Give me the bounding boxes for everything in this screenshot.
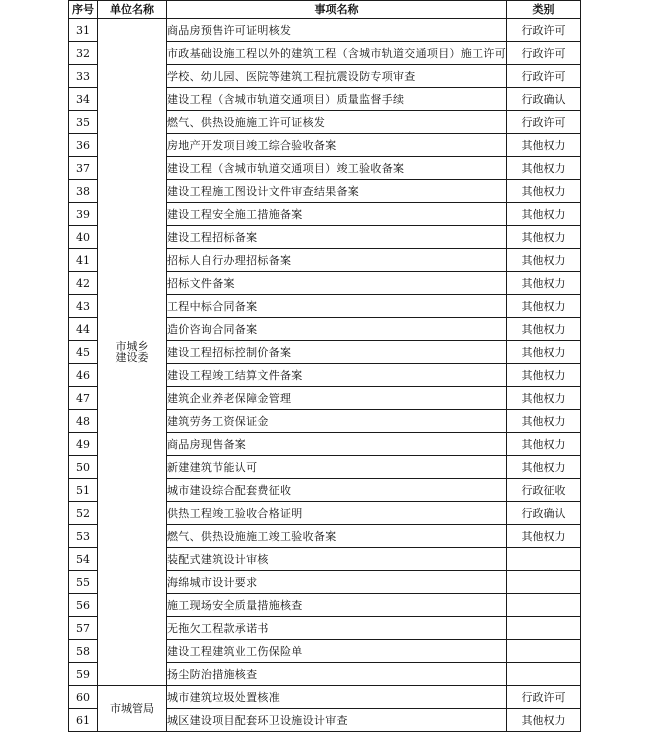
row-number: 51 <box>69 479 98 502</box>
item-name: 供热工程竣工验收合格证明 <box>167 502 507 525</box>
item-name: 学校、幼儿园、医院等建筑工程抗震设防专项审查 <box>167 65 507 88</box>
row-number: 48 <box>69 410 98 433</box>
row-number: 54 <box>69 548 98 571</box>
item-name: 城市建设综合配套费征收 <box>167 479 507 502</box>
item-name: 建筑企业养老保障金管理 <box>167 387 507 410</box>
item-category: 其他权力 <box>507 525 581 548</box>
item-name: 商品房现售备案 <box>167 433 507 456</box>
row-number: 31 <box>69 19 98 42</box>
items-table <box>68 0 581 732</box>
row-number: 37 <box>69 157 98 180</box>
item-category: 行政许可 <box>507 42 581 65</box>
item-category <box>507 617 581 640</box>
row-number: 60 <box>69 686 98 709</box>
header-unit: 单位名称 <box>98 1 167 19</box>
row-number: 32 <box>69 42 98 65</box>
item-category: 行政确认 <box>507 502 581 525</box>
item-name: 招标人自行办理招标备案 <box>167 249 507 272</box>
row-number: 41 <box>69 249 98 272</box>
row-number: 52 <box>69 502 98 525</box>
row-number: 61 <box>69 709 98 732</box>
row-number: 50 <box>69 456 98 479</box>
item-name: 建设工程（含城市轨道交通项目）竣工验收备案 <box>167 157 507 180</box>
unit-name <box>98 19 167 686</box>
item-category <box>507 594 581 617</box>
item-category: 其他权力 <box>507 456 581 479</box>
item-category: 其他权力 <box>507 203 581 226</box>
item-category: 其他权力 <box>507 318 581 341</box>
row-number: 55 <box>69 571 98 594</box>
item-name: 造价咨询合同备案 <box>167 318 507 341</box>
row-number: 49 <box>69 433 98 456</box>
item-category: 其他权力 <box>507 364 581 387</box>
item-category: 其他权力 <box>507 249 581 272</box>
item-name: 城市建筑垃圾处置核准 <box>167 686 507 709</box>
row-number: 39 <box>69 203 98 226</box>
unit-name <box>98 686 167 732</box>
item-name: 房地产开发项目竣工综合验收备案 <box>167 134 507 157</box>
header-num: 序号 <box>69 1 98 19</box>
item-category <box>507 663 581 686</box>
row-number: 40 <box>69 226 98 249</box>
item-name: 商品房预售许可证明核发 <box>167 19 507 42</box>
item-category: 其他权力 <box>507 341 581 364</box>
table-row <box>69 686 581 709</box>
row-number: 33 <box>69 65 98 88</box>
unit-name-text: 市城乡 建设委 <box>115 340 149 364</box>
row-number: 46 <box>69 364 98 387</box>
table-row <box>69 19 581 42</box>
item-name: 建设工程施工图设计文件审查结果备案 <box>167 180 507 203</box>
item-name: 无拖欠工程款承诺书 <box>167 617 507 640</box>
item-name: 建设工程招标控制价备案 <box>167 341 507 364</box>
row-number: 35 <box>69 111 98 134</box>
item-name: 建设工程竣工结算文件备案 <box>167 364 507 387</box>
item-category: 其他权力 <box>507 433 581 456</box>
item-category: 其他权力 <box>507 180 581 203</box>
item-category: 行政许可 <box>507 111 581 134</box>
item-category: 其他权力 <box>507 226 581 249</box>
row-number: 43 <box>69 295 98 318</box>
item-name: 招标文件备案 <box>167 272 507 295</box>
item-category: 行政许可 <box>507 686 581 709</box>
item-category: 行政许可 <box>507 19 581 42</box>
item-category: 其他权力 <box>507 272 581 295</box>
row-number: 42 <box>69 272 98 295</box>
item-name: 燃气、供热设施施工许可证核发 <box>167 111 507 134</box>
item-category <box>507 548 581 571</box>
item-category: 行政征收 <box>507 479 581 502</box>
item-category: 其他权力 <box>507 295 581 318</box>
item-name: 装配式建筑设计审核 <box>167 548 507 571</box>
table-body <box>69 19 581 732</box>
item-name: 新建建筑节能认可 <box>167 456 507 479</box>
row-number: 53 <box>69 525 98 548</box>
item-name: 建筑劳务工资保证金 <box>167 410 507 433</box>
item-name: 燃气、供热设施施工竣工验收备案 <box>167 525 507 548</box>
item-category: 其他权力 <box>507 709 581 732</box>
header-item: 事项名称 <box>167 1 507 19</box>
item-name: 工程中标合同备案 <box>167 295 507 318</box>
item-name: 市政基础设施工程以外的建筑工程（含城市轨道交通项目）施工许可 <box>167 42 507 65</box>
row-number: 59 <box>69 663 98 686</box>
item-category: 其他权力 <box>507 387 581 410</box>
row-number: 57 <box>69 617 98 640</box>
item-category <box>507 640 581 663</box>
row-number: 56 <box>69 594 98 617</box>
item-name: 海绵城市设计要求 <box>167 571 507 594</box>
item-category: 行政许可 <box>507 65 581 88</box>
item-category: 其他权力 <box>507 410 581 433</box>
document-page <box>68 0 580 732</box>
item-name: 建设工程建筑业工伤保险单 <box>167 640 507 663</box>
item-name: 建设工程招标备案 <box>167 226 507 249</box>
item-category: 其他权力 <box>507 157 581 180</box>
item-category <box>507 571 581 594</box>
row-number: 44 <box>69 318 98 341</box>
row-number: 47 <box>69 387 98 410</box>
item-category: 行政确认 <box>507 88 581 111</box>
item-name: 建设工程安全施工措施备案 <box>167 203 507 226</box>
item-name: 施工现场安全质量措施核查 <box>167 594 507 617</box>
header-type: 类别 <box>507 1 581 19</box>
item-name: 扬尘防治措施核查 <box>167 663 507 686</box>
row-number: 45 <box>69 341 98 364</box>
row-number: 36 <box>69 134 98 157</box>
item-name: 建设工程（含城市轨道交通项目）质量监督手续 <box>167 88 507 111</box>
unit-name-text: 市城管局 <box>110 702 154 715</box>
item-category: 其他权力 <box>507 134 581 157</box>
row-number: 34 <box>69 88 98 111</box>
item-name: 城区建设项目配套环卫设施设计审查 <box>167 709 507 732</box>
row-number: 38 <box>69 180 98 203</box>
table-header-row <box>69 1 581 19</box>
row-number: 58 <box>69 640 98 663</box>
